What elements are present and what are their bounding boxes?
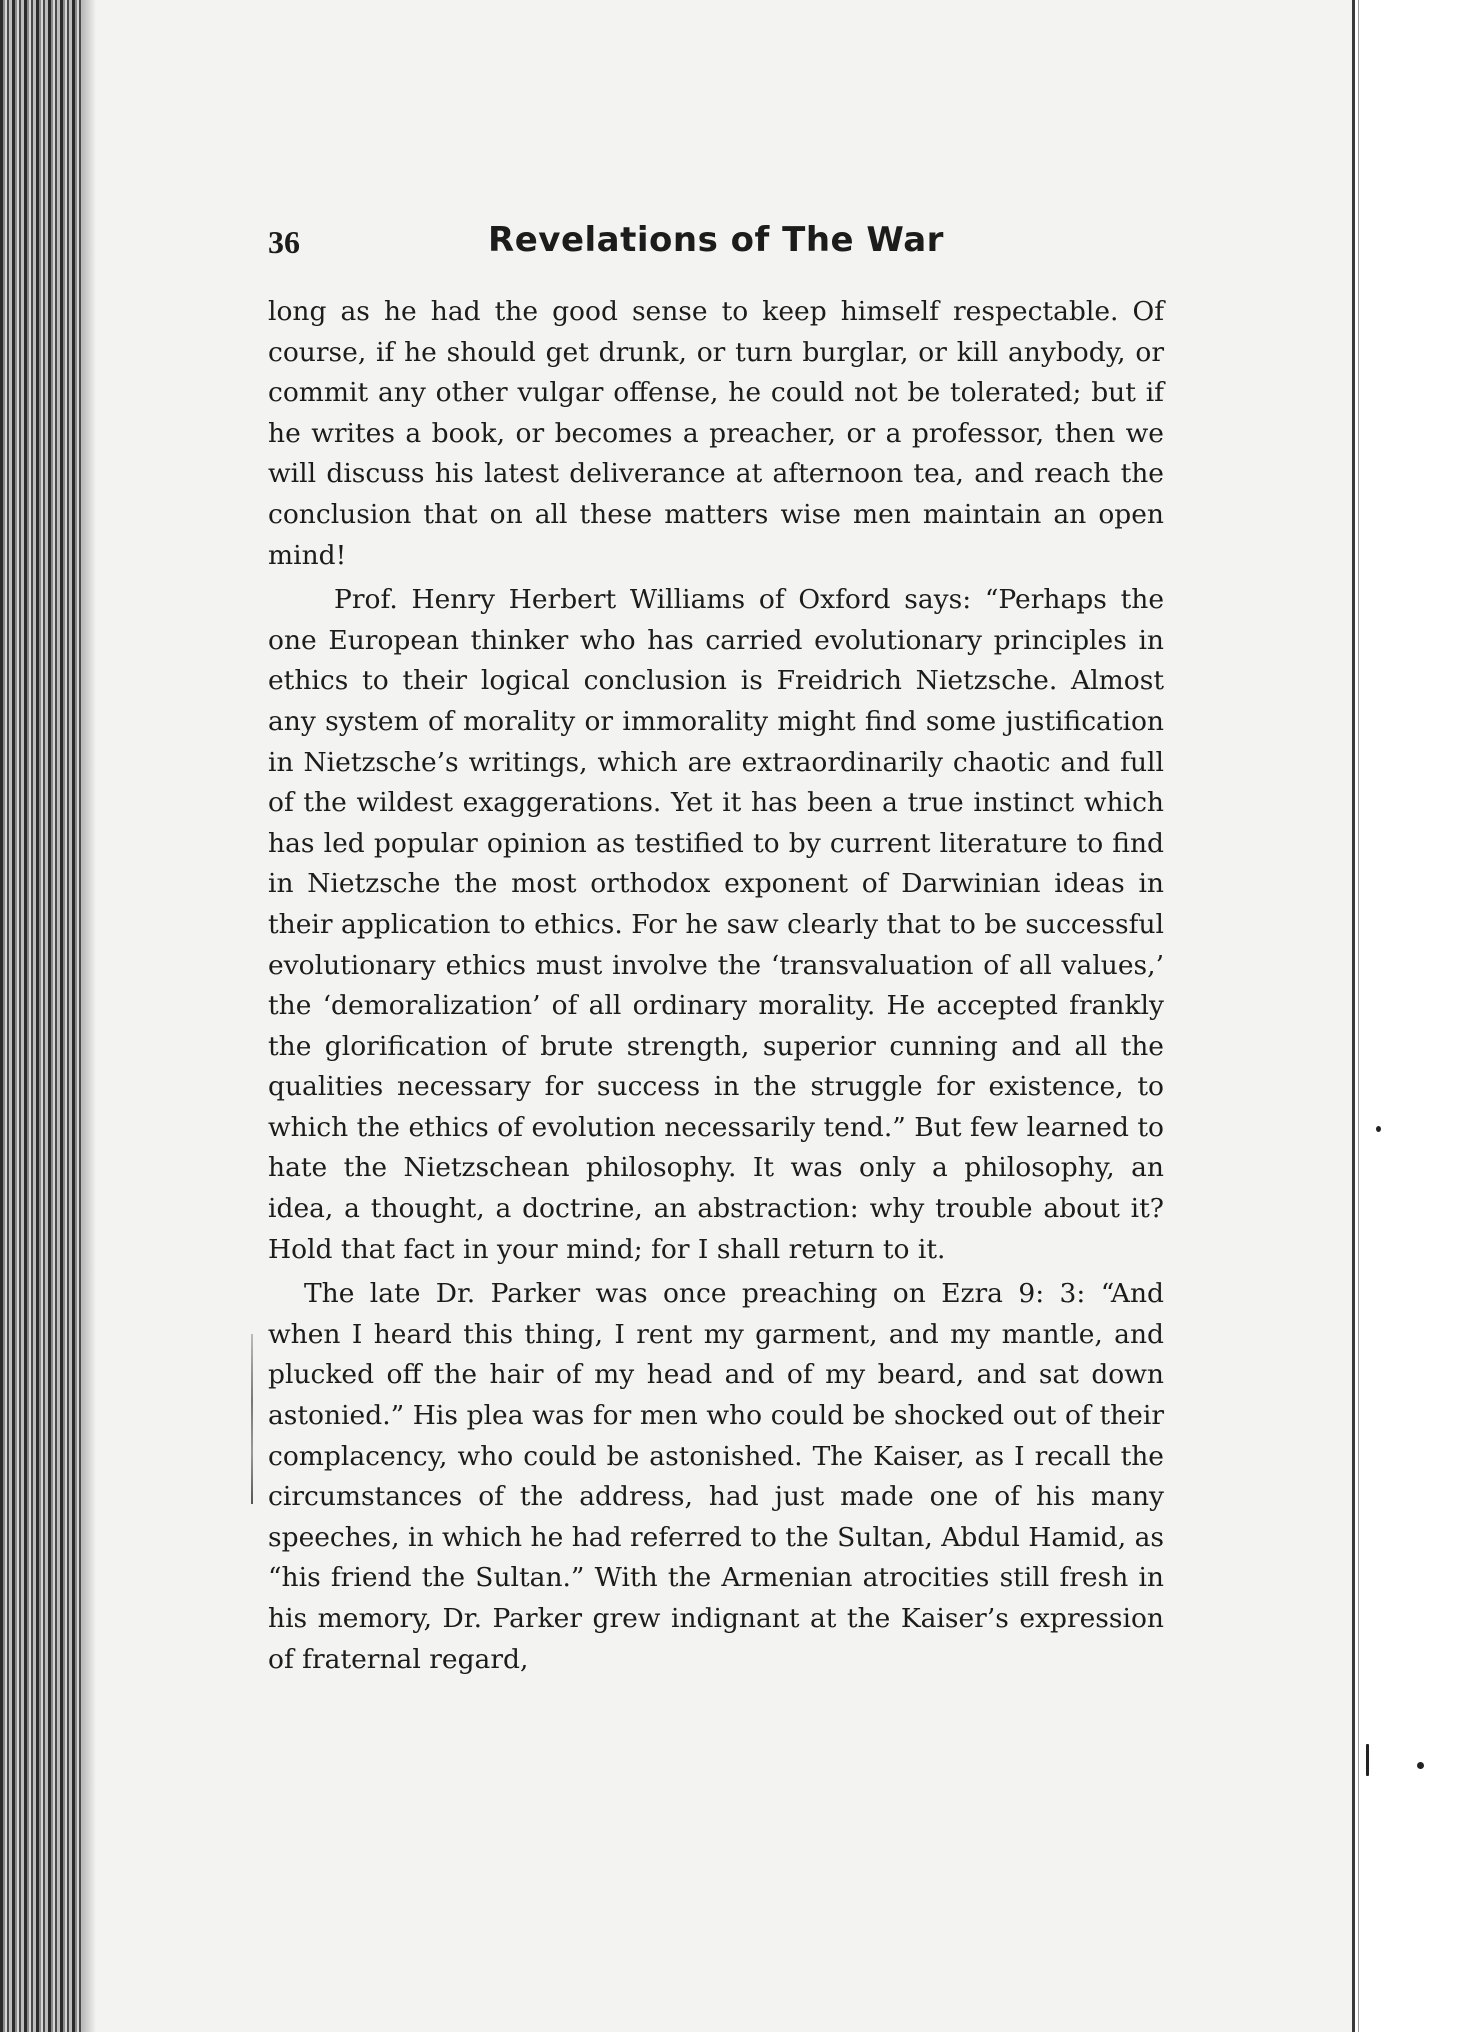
ink-speck bbox=[1376, 1126, 1381, 1132]
page-content bbox=[268, 220, 1164, 1680]
page-border-line-inner bbox=[1358, 0, 1359, 2032]
ink-speck bbox=[1417, 1762, 1424, 1769]
body-paragraph-3: The late Dr. Parker was once preaching on Ezra 9: 3: “And when I heard this thing, I rent my garment, and my mantle, and plucked off the hair of my head and of my beard, and sat down astonied.” His plea was for men who could be shocked out of their complacency, who could be astonished. The Kaiser, as I recall the circumstances of the address, had just made one of his many speeches, in which he had referred to the Sultan, Abdul Hamid, as “his friend the Sultan.” With the Armenian atrocities still fresh in his memory, Dr. Parker grew indignant at the Kaiser’s expression of fraternal regard, bbox=[268, 1278, 1164, 1675]
body-paragraph-1: long as he had the good sense to keep himself respectable. Of course, if he should get drunk, or turn burglar, or kill anybody, or commit any other vulgar offense, he could not be tolerated; but if he writes a book, or becomes a preacher, or a professor, then we will discuss his latest deliverance at afternoon tea, and reach the conclusion that on all these matters wise men maintain an open mind! bbox=[268, 296, 1164, 571]
page-border-line bbox=[1352, 0, 1355, 2032]
facing-page-edge bbox=[1352, 0, 1464, 2032]
margin-pencil-mark bbox=[251, 1334, 253, 1504]
body-paragraph-2: Prof. Henry Herbert Williams of Oxford says: “Perhaps the one European thinker who has carried evolutionary principles in ethics to their logical conclusion is Freidrich Nietzsche. Almost any system of morality or immorality might find some justification in Nietzsche’s writings, which are extraordinarily chaotic and full of the wildest exaggerations. Yet it has been a true instinct which has led popular opinion as testified to by current literature to find in Nietzsche the most orthodox exponent of Darwinian ideas in their application to ethics. For he saw clearly that to be successful evolutionary ethics must involve the ‘transvaluation of all values,’ the ‘demoralization’ of all ordinary morality. He accepted frankly the glorification of brute strength, superior cunning and all the qualities necessary for success in the struggle for existence, to which the ethics of evolution necessarily tend.” But few learned to hate the Nietzschean philosophy. It was only a philosophy, an idea, a thought, a doctrine, an abstraction: why trouble about it? Hold that fact in your mind; for I shall return to it. bbox=[268, 584, 1164, 1265]
ink-speck bbox=[1366, 1744, 1369, 1776]
book-spine-edge bbox=[0, 0, 82, 2032]
running-head bbox=[268, 220, 1164, 270]
page-gutter-shadow bbox=[82, 0, 96, 2032]
running-title: Revelations of The War bbox=[488, 220, 944, 260]
page-number: 36 bbox=[268, 224, 300, 260]
